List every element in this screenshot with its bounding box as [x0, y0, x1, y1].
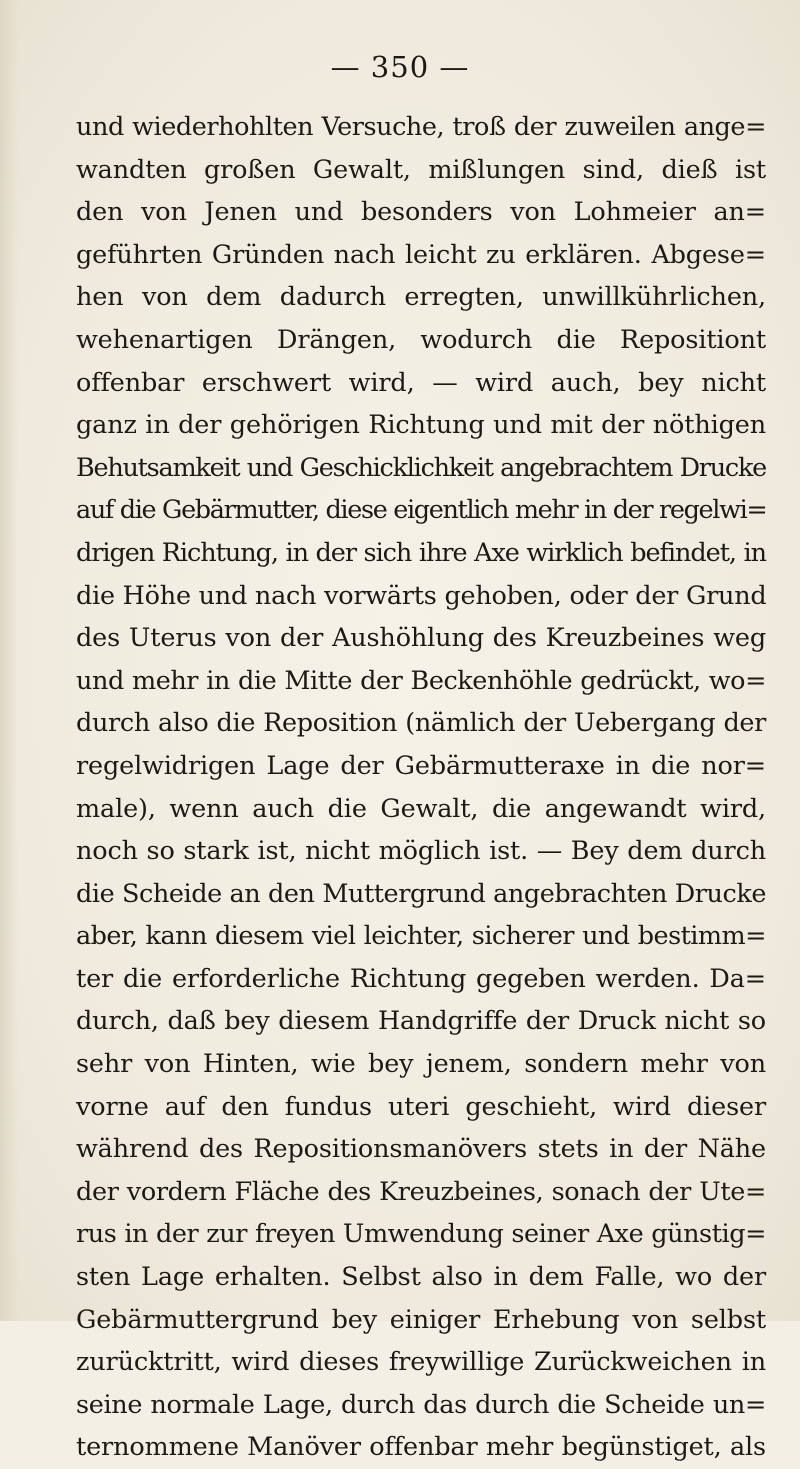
text-line: sehr von Hinten, wie bey jenem, sondern mehr von [76, 1049, 766, 1080]
text-line: Behutsamkeit und Geschicklichkeit angebrachtem Drucke [76, 452, 766, 483]
text-line: die Scheide an den Muttergrund angebrachten Drucke [76, 878, 766, 909]
text-line: ganz in der gehörigen Richtung und mit der nöthigen [76, 410, 766, 441]
text-line: und mehr in die Mitte der Beckenhöhle gedrückt, wo= [76, 665, 766, 696]
text-line: zurücktritt, wird dieses freywillige Zurückweichen in [76, 1347, 766, 1378]
text-line: hen von dem dadurch erregten, unwillkührlichen, [76, 282, 766, 313]
body-text [76, 106, 766, 1469]
text-line: regelwidrigen Lage der Gebärmutteraxe in die nor= [76, 750, 766, 781]
text-line: geführten Gründen nach leicht zu erklären. Abgese= [76, 239, 766, 270]
text-line: aber, kann diesem viel leichter, sicherer und bestimm= [76, 921, 766, 952]
text-line: wandten großen Gewalt, mißlungen sind, dieß ist [76, 154, 766, 185]
text-line: seine normale Lage, durch das durch die Scheide un= [76, 1389, 766, 1420]
text-line: durch also die Reposition (nämlich der Uebergang der [76, 708, 766, 739]
text-line: Gebärmuttergrund bey einiger Erhebung von selbst [76, 1304, 766, 1335]
text-line: rus in der zur freyen Umwendung seiner Axe günstig= [76, 1219, 766, 1250]
text-line: und wiederhohlten Versuche, troß der zuweilen ange= [76, 112, 766, 142]
text-line: offenbar erschwert wird, — wird auch, bey nicht [76, 367, 766, 398]
text-line: ternommene Manöver offenbar mehr begünstiget, als [76, 1432, 766, 1463]
page-number: — 350 — [330, 50, 470, 84]
text-line: auf die Gebärmutter, diese eigentlich mehr in der regelwi= [76, 495, 767, 526]
text-line: der vordern Fläche des Kreuzbeines, sonach der Ute= [76, 1176, 766, 1207]
scan-shadow-edge [0, 0, 18, 1321]
text-line: die Höhe und nach vorwärts gehoben, oder der Grund [76, 580, 767, 611]
text-line: den von Jenen und besonders von Lohmeier an= [76, 197, 766, 228]
text-line: ter die erforderliche Richtung gegeben werden. Da= [76, 963, 766, 994]
text-line: wehenartigen Drängen, wodurch die Repositiont [76, 324, 766, 355]
text-line: während des Repositionsmanövers stets in der Nähe [76, 1134, 766, 1165]
text-line: male), wenn auch die Gewalt, die angewandt wird, [76, 793, 766, 824]
text-line: sten Lage erhalten. Selbst also in dem Falle, wo der [76, 1262, 766, 1293]
text-line: drigen Richtung, in der sich ihre Axe wirklich befindet, in [76, 537, 766, 568]
text-line: durch, daß bey diesem Handgriffe der Druck nicht so [76, 1006, 766, 1037]
text-line: vorne auf den fundus uteri geschieht, wird dieser [76, 1091, 766, 1122]
text-line: des Uterus von der Aushöhlung des Kreuzbeines weg [76, 623, 766, 654]
text-line: noch so stark ist, nicht möglich ist. — Bey dem durch [76, 836, 766, 867]
